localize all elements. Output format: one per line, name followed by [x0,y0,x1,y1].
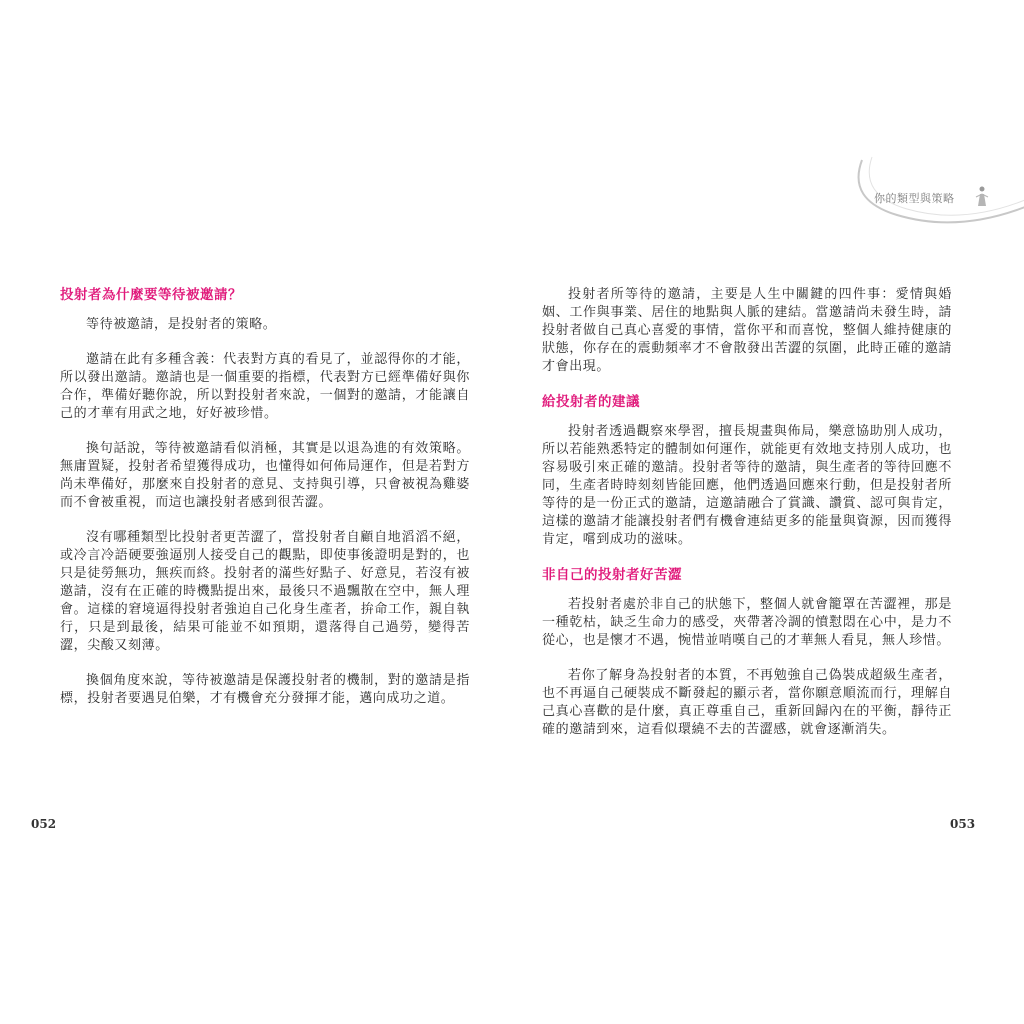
paragraph: 沒有哪種類型比投射者更苦澀了，當投射者自顧自地滔滔不絕，或冷言冷語硬要強逼別人接受自己的觀點，即使事後證明是對的，也只是徒勞無功，無疾而終。投射者的滿些好點子、好意見，若沒有被邀請，沒有在正確的時機點提出來，最後只不過飄散在空中，無人理會。這樣的窘境逼得投射者強迫自己化身生產者，拚命工作，親自執行，只是到最後，結果可能並不如預期，還落得自己過勞，變得苦澀，尖酸又刻薄。 [60,530,470,653]
figure-silhouette-icon [975,185,989,207]
page-number: 053 [950,817,976,831]
paragraph: 等待被邀請，是投射者的策略。 [86,317,277,332]
paragraph: 若你了解身為投射者的本質，不再勉強自己偽裝成超級生產者，也不再逼自己硬裝成不斷發起的顯示者，當你願意順流而行，理解自己真心喜歡的是什麼，真正尊重自己，重新回歸內在的平衡，靜待正確的邀請到來，這看似環繞不去的苦澀感，就會逐漸消失。 [542,668,952,737]
paragraph: 換句話說，等待被邀請看似消極，其實是以退為進的有效策略。無庸置疑，投射者希望獲得成功，也懂得如何佈局運作，但是若對方尚未準備好，那麼來自投射者的意見、支持與引導，只會被視為雞婆而不會被重視，而這也讓投射者感到很苦澀。 [60,441,470,510]
paragraph: 若投射者處於非自己的狀態下，整個人就會籠罩在苦澀裡，那是一種乾枯，缺乏生命力的感受，夾帶著冷調的憤懟悶在心中，是力不從心，也是懷才不遇，惋惜並哨嘆自己的才華無人看見，無人珍惜。 [542,597,952,648]
running-header: 你的類型與策略 [874,192,955,205]
left-page-content [60,286,470,725]
paragraph: 換個角度來說，等待被邀請是保護投射者的機制，對的邀請是指標，投射者要遇見伯樂，才有機會充分發揮才能，邁向成功之道。 [60,673,470,706]
paragraph: 投射者透過觀察來學習，擅長規畫與佈局，樂意協助別人成功，所以若能熟悉特定的體制如何運作，就能更有效地支持別人成功，也容易吸引來正確的邀請。投射者等待的邀請，與生產者的等待回應不同，生產者時時刻刻皆能回應，他們透過回應來行動，但是投射者所等待的是一份正式的邀請，這邀請融合了賞識、讚賞、認可與肯定，這樣的邀請才能讓投射者們有機會連結更多的能量與資源，因而獲得肯定，嚐到成功的滋味。 [542,424,952,547]
section-heading: 給投射者的建議 [542,394,640,410]
right-page [512,0,1024,1024]
page-number: 052 [31,817,57,831]
right-page-content [542,286,952,756]
paragraph: 投射者所等待的邀請，主要是人生中關鍵的四件事：愛情與婚姻、工作與事業、居住的地點與人脈的建結。當邀請尚未發生時，請投射者做自己真心喜愛的事情，當你平和而喜悅，整個人維持健康的狀態，你存在的震動頻率才不會散發出苦澀的氛圍，此時正確的邀請才會出現。 [542,287,952,374]
paragraph: 邀請在此有多種含義：代表對方真的看見了，並認得你的才能，所以發出邀請。邀請也是一個重要的指標，代表對方已經準備好與你合作，準備好聽你說，所以對投射者來說，一個對的邀請，才能讓自己的才華有用武之地，好好被珍惜。 [60,352,470,421]
section-heading: 非自己的投射者好苦澀 [542,567,682,583]
section-heading: 投射者為什麼要等待被邀請？ [60,287,242,303]
